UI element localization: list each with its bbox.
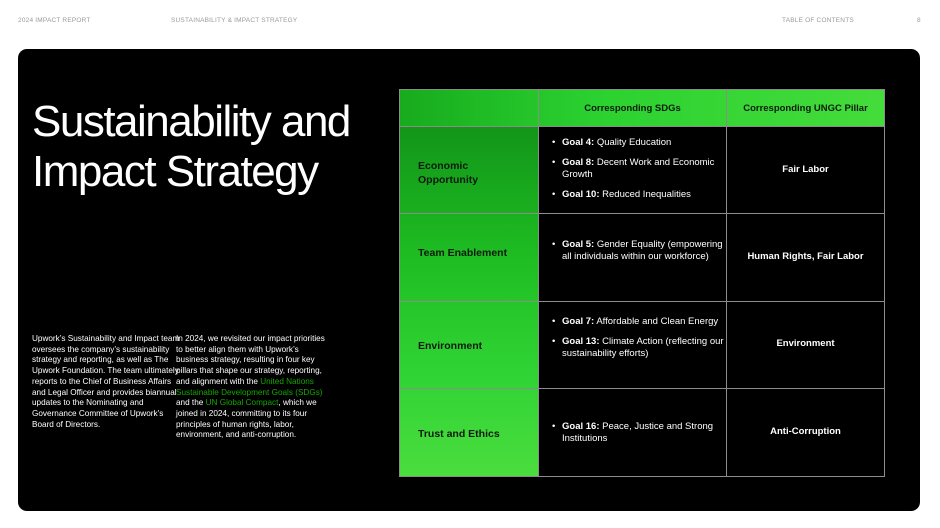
- table-row: [400, 302, 884, 388]
- ungc-link[interactable]: UN Global Compact: [205, 398, 279, 408]
- pillar-name: Team Enablement: [418, 247, 508, 259]
- pillar-name: Trust and Ethics: [418, 428, 500, 440]
- content-panel: [18, 49, 920, 511]
- top-bar: [0, 17, 940, 27]
- goal-item: • Goal 13: Climate Action (reflecting our sustainability efforts): [552, 336, 727, 360]
- goals-list: [552, 421, 727, 453]
- goals-list: [552, 137, 727, 209]
- table-of-contents-link[interactable]: TABLE OF CONTENTS: [782, 17, 854, 24]
- goal-item: • Goal 8: Decent Work and Economic Growth: [552, 157, 727, 181]
- ungc-pillar: Human Rights, Fair Labor: [747, 251, 864, 262]
- intro-paragraph-2: [176, 334, 326, 441]
- goals-list: [552, 316, 727, 368]
- table-header: [400, 90, 884, 126]
- section-label[interactable]: SUSTAINABILITY & IMPACT STRATEGY: [171, 17, 298, 24]
- goal-item: • Goal 5: Gender Equality (empowering all individuals within our workforce): [552, 239, 727, 263]
- report-label: 2024 IMPACT REPORT: [18, 17, 91, 24]
- intro-paragraph-1: Upwork’s Sustainability and Impact team oversees the company’s sustainability strategy and reporting, as well as The Upwork Foundation. The team ultimately reports to the Chief of Business Affairs and Legal Officer and provides biannual updates to the Nominating and Governance Committee of Upwork’s Board of Directors.: [32, 334, 180, 429]
- page-title: [32, 97, 392, 197]
- paragraph-text: and the: [176, 398, 206, 408]
- sdg-link[interactable]: United Nations Sustainable Development Goals (SDGs): [176, 376, 323, 397]
- goal-item: • Goal 4: Quality Education: [552, 137, 727, 149]
- table-row: [400, 214, 884, 301]
- page-number: 8: [917, 17, 921, 24]
- pillar-name: Environment: [418, 340, 483, 352]
- title-line-1: Sustainability and: [32, 97, 350, 146]
- pillar-name: Economic Opportunity: [418, 160, 479, 186]
- goals-list: [552, 239, 727, 271]
- pillar-table: [399, 89, 885, 477]
- table-row: [400, 127, 884, 213]
- title-line-2: Impact Strategy: [32, 147, 318, 196]
- ungc-pillar: Anti-Corruption: [770, 426, 841, 437]
- ungc-pillar: Fair Labor: [782, 164, 829, 175]
- ungc-pillar: Environment: [776, 338, 835, 349]
- paragraph-text: In 2024, we revisited our impact priorities to better align them with Upwork’s business strategy, resulting in four key pillars that shape our strategy, reporting, and alignment with the: [176, 334, 325, 386]
- paragraph-text: , which we joined in 2024, committing to its four principles of human rights, labor, environment, and anti-corruption.: [176, 398, 317, 440]
- goal-item: • Goal 10: Reduced Inequalities: [552, 189, 727, 201]
- goal-item: • Goal 7: Affordable and Clean Energy: [552, 316, 727, 328]
- goal-item: • Goal 16: Peace, Justice and Strong Institutions: [552, 421, 727, 445]
- header-ungc: Corresponding UNGC Pillar: [743, 102, 868, 114]
- table-row: [400, 389, 884, 476]
- header-sdgs: Corresponding SDGs: [584, 102, 681, 114]
